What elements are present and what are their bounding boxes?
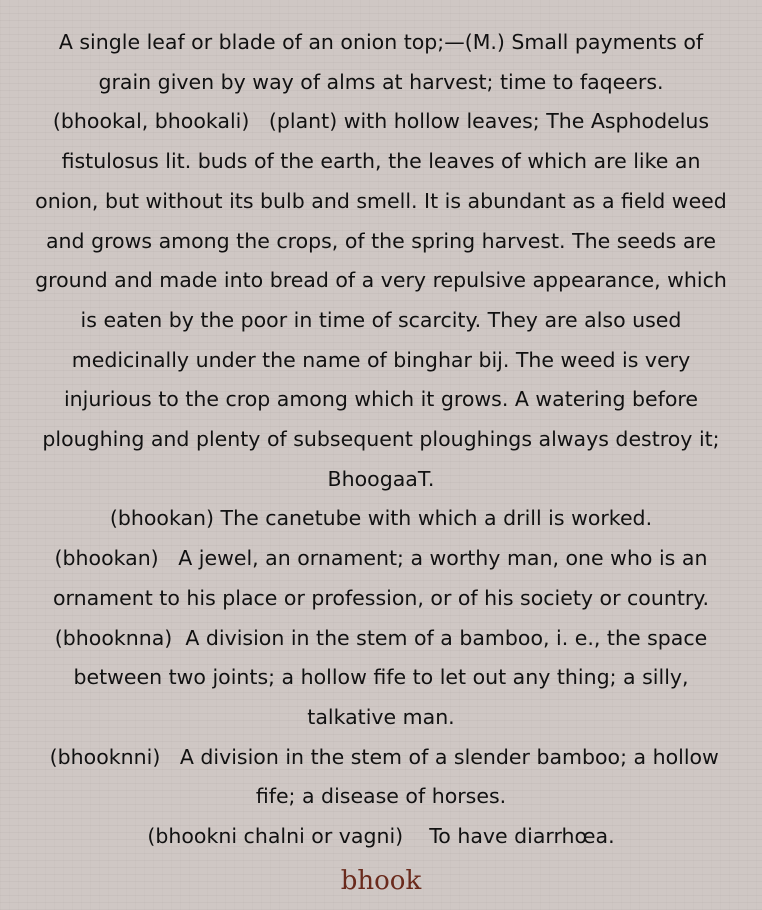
text-line-3: (bhookal, bhookali) (plant) with hollow leaves; The Asphodelus (52, 109, 710, 134)
text-line-15: ornament to his place or profession, or of his society or country. (52, 585, 710, 610)
headword-footer: bhook (340, 866, 422, 896)
text-line-14: (bhookan) A jewel, an ornament; a worthy man, one who is an (54, 546, 708, 571)
text-line-11: ploughing and plenty of subsequent ploughings always destroy it; (42, 427, 720, 452)
text-line-13: (bhookan) The canetube with which a drill is worked. (109, 506, 653, 531)
text-line-10: injurious to the crop among which it grows. A watering before (63, 387, 699, 412)
text-line-5: onion, but without its bulb and smell. It is abundant as a field weed (35, 188, 727, 213)
text-line-16: (bhooknna) A division in the stem of a bamboo, i. e., the space (54, 625, 708, 650)
text-line-1: A single leaf or blade of an onion top;—(M.) Small payments of (58, 30, 704, 54)
text-line-12: BhoogaaT. (327, 466, 435, 491)
text-line-7: ground and made into bread of a very repulsive appearance, which (35, 268, 727, 293)
text-line-21: (bhookni chalni or vagni) To have diarrhœa. (147, 824, 615, 849)
text-line-6: and grows among the crops, of the spring harvest. The seeds are (45, 228, 716, 253)
definition-text (0, 23, 762, 857)
text-line-20: fife; a disease of horses. (255, 784, 507, 809)
text-line-17: between two joints; a hollow fife to let out any thing; a silly, (73, 665, 689, 690)
text-line-8: is eaten by the poor in time of scarcity. They are also used (80, 307, 682, 332)
text-line-9: medicinally under the name of binghar bij. The weed is very (71, 347, 691, 372)
text-line-19: (bhooknni) A division in the stem of a slender bamboo; a hollow (43, 744, 719, 769)
text-line-2: grain given by way of alms at harvest; time to faqeers. (98, 69, 664, 94)
text-line-4: fistulosus lit. buds of the earth, the leaves of which are like an (61, 149, 701, 174)
text-line-18: talkative man. (307, 704, 455, 729)
